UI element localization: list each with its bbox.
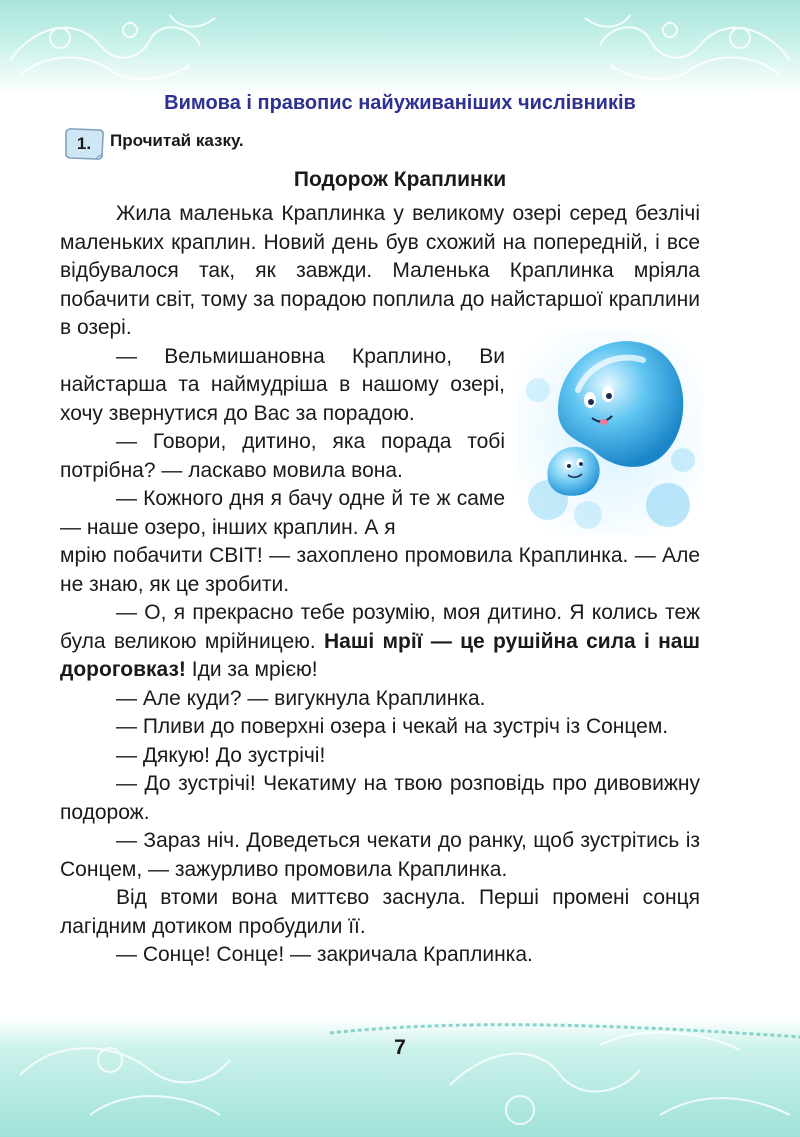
story-text-run: Іди за мрією! — [185, 658, 318, 681]
story-paragraph: — Вельмишановна Краплино, Ви найстарша та наймудріша в нашому озері, хочу звернутися до Вас за порадою. — [60, 344, 505, 425]
bottom-ornament — [0, 1015, 800, 1137]
water-drops-illustration — [518, 330, 703, 535]
story-paragraph: — Сонце! Сонце! — закричала Краплинка. — [116, 943, 533, 966]
story-bold-phrase: Наші мрії — це рушійна сила і наш дороговказ! — [60, 629, 700, 681]
story-paragraph: Жила маленька Краплинка у великому озері серед безлічі маленьких краплин. Новий день був схожий на попередній, і все відбувалося так, як завжди. Маленька Краплинка мріяла побачити світ, тому за порадою поплила до найстаршої краплини в озері. — [60, 202, 700, 339]
story-text — [60, 200, 700, 970]
page-number: 7 — [394, 1036, 406, 1059]
story-paragraph: — Говори, дитино, яка порада тобі потрібна? — ласкаво мовила вона. — [60, 430, 505, 482]
story-paragraph: — До зустрічі! Чекатиму на твою розповідь про дивовижну подорож. — [60, 772, 700, 824]
story-text-run: — О, я прекрасно тебе розумію, моя дитино. Я колись теж була великою мрійницею. — [60, 601, 700, 653]
story-paragraph — [60, 599, 700, 685]
task-number: 1. — [76, 134, 92, 153]
story-paragraph: — Дякую! До зустрічі! — [116, 743, 326, 767]
story-paragraph: Від втоми вона миттєво заснула. Перші промені сонця лагідним дотиком пробудили її. — [60, 886, 700, 938]
story-paragraph: — Кожного дня я бачу одне й те ж саме — наше озеро, інших краплин. А я — [60, 487, 505, 539]
section-title: Вимова і правопис найуживаніших числівників — [164, 92, 636, 114]
story-paragraph: — Пливи до поверхні озера і чекай на зустріч із Сонцем. — [116, 715, 669, 738]
top-left-ornament — [0, 0, 240, 90]
top-right-ornament — [560, 0, 800, 90]
task-instruction: Прочитай казку. — [110, 131, 244, 150]
story-paragraph: — Але куди? — вигукнула Краплинка. — [116, 686, 486, 710]
story-title: Подорож Краплинки — [293, 168, 507, 191]
story-paragraph: — Зараз ніч. Доведеться чекати до ранку, щоб зустрітись із Сонцем, — зажурливо промовила Краплинка. — [60, 829, 700, 881]
story-paragraph: мрію побачити СВІТ! — захоплено промовила Краплинка. — Але не знаю, як це зробити. — [60, 544, 700, 596]
